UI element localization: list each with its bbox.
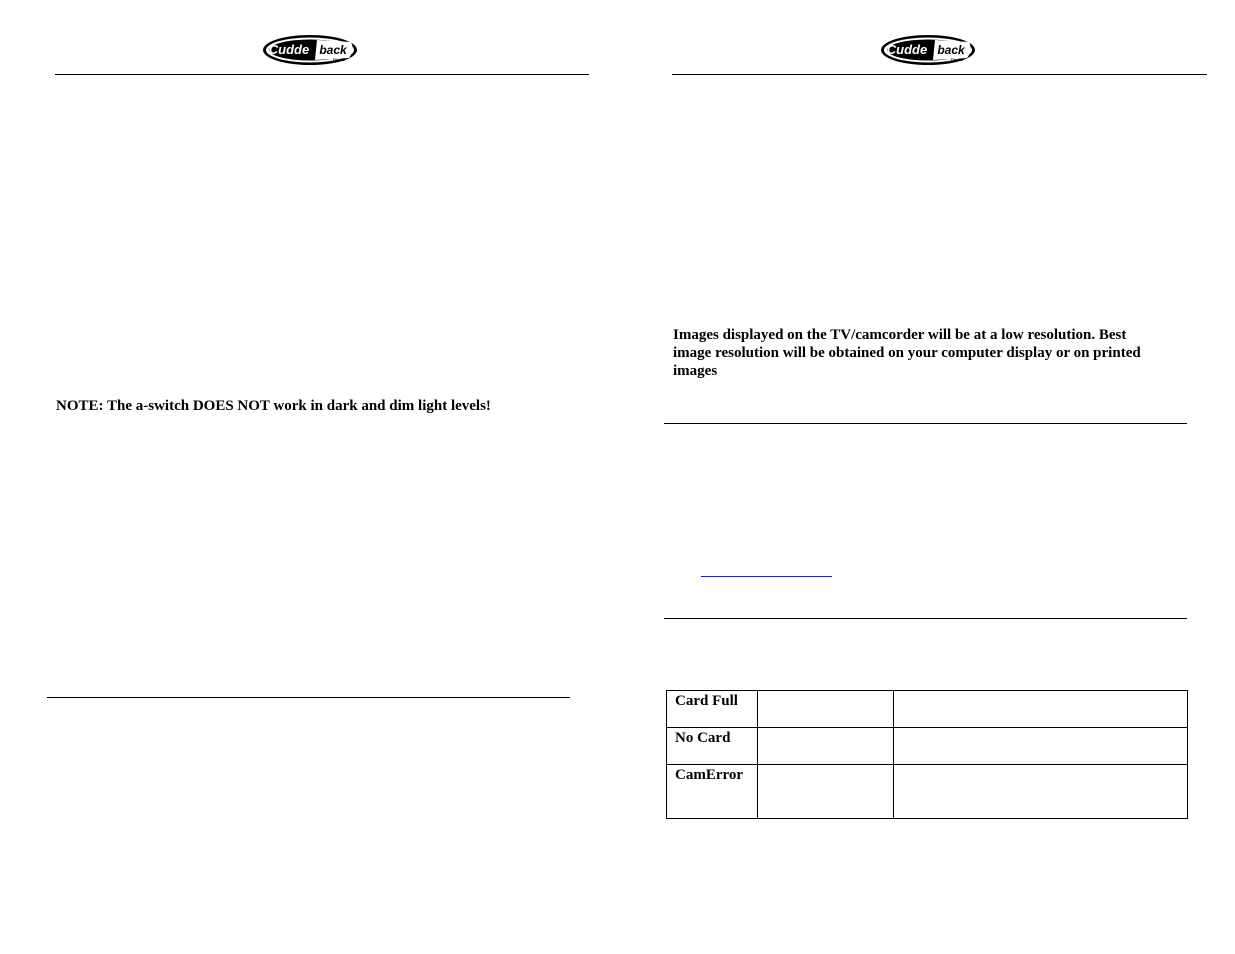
tv-note-line: Images displayed on the TV/camcorder will be at a low resolution. Best	[673, 327, 1127, 343]
logo-subtext: Digital	[332, 57, 346, 62]
status-label-cell: Card Full	[667, 691, 758, 728]
tv-note-line: images	[673, 363, 718, 379]
a-switch-note: NOTE: The a-switch DOES NOT work in dark and dim light levels!	[56, 398, 491, 414]
left-header-rule	[55, 74, 589, 75]
table-row	[667, 765, 1188, 819]
table-cell	[894, 728, 1188, 765]
tv-resolution-note	[673, 326, 1193, 380]
logo-text-back: back	[319, 43, 347, 57]
table-cell	[758, 765, 894, 819]
right-section-rule-2	[664, 618, 1187, 619]
status-label-cell: No Card	[667, 728, 758, 765]
cuddeback-logo	[261, 33, 359, 72]
table-row	[667, 728, 1188, 765]
logo-text-main: Cudde	[268, 42, 310, 57]
status-message-table	[666, 690, 1188, 819]
logo-text-back: back	[937, 43, 965, 57]
table-cell	[758, 691, 894, 728]
cuddeback-logo	[879, 33, 977, 72]
table-row	[667, 691, 1188, 728]
right-header-rule	[672, 74, 1207, 75]
tv-note-line: image resolution will be obtained on your computer display or on printed	[673, 345, 1141, 361]
status-label-cell: CamError	[667, 765, 758, 819]
table-cell	[758, 728, 894, 765]
logo-text-main: Cudde	[886, 42, 928, 57]
table-cell	[894, 691, 1188, 728]
table-cell	[894, 765, 1188, 819]
logo-subtext: Digital	[950, 57, 964, 62]
left-section-rule	[47, 697, 570, 698]
web-link[interactable]	[701, 562, 832, 577]
right-section-rule-1	[664, 423, 1187, 424]
